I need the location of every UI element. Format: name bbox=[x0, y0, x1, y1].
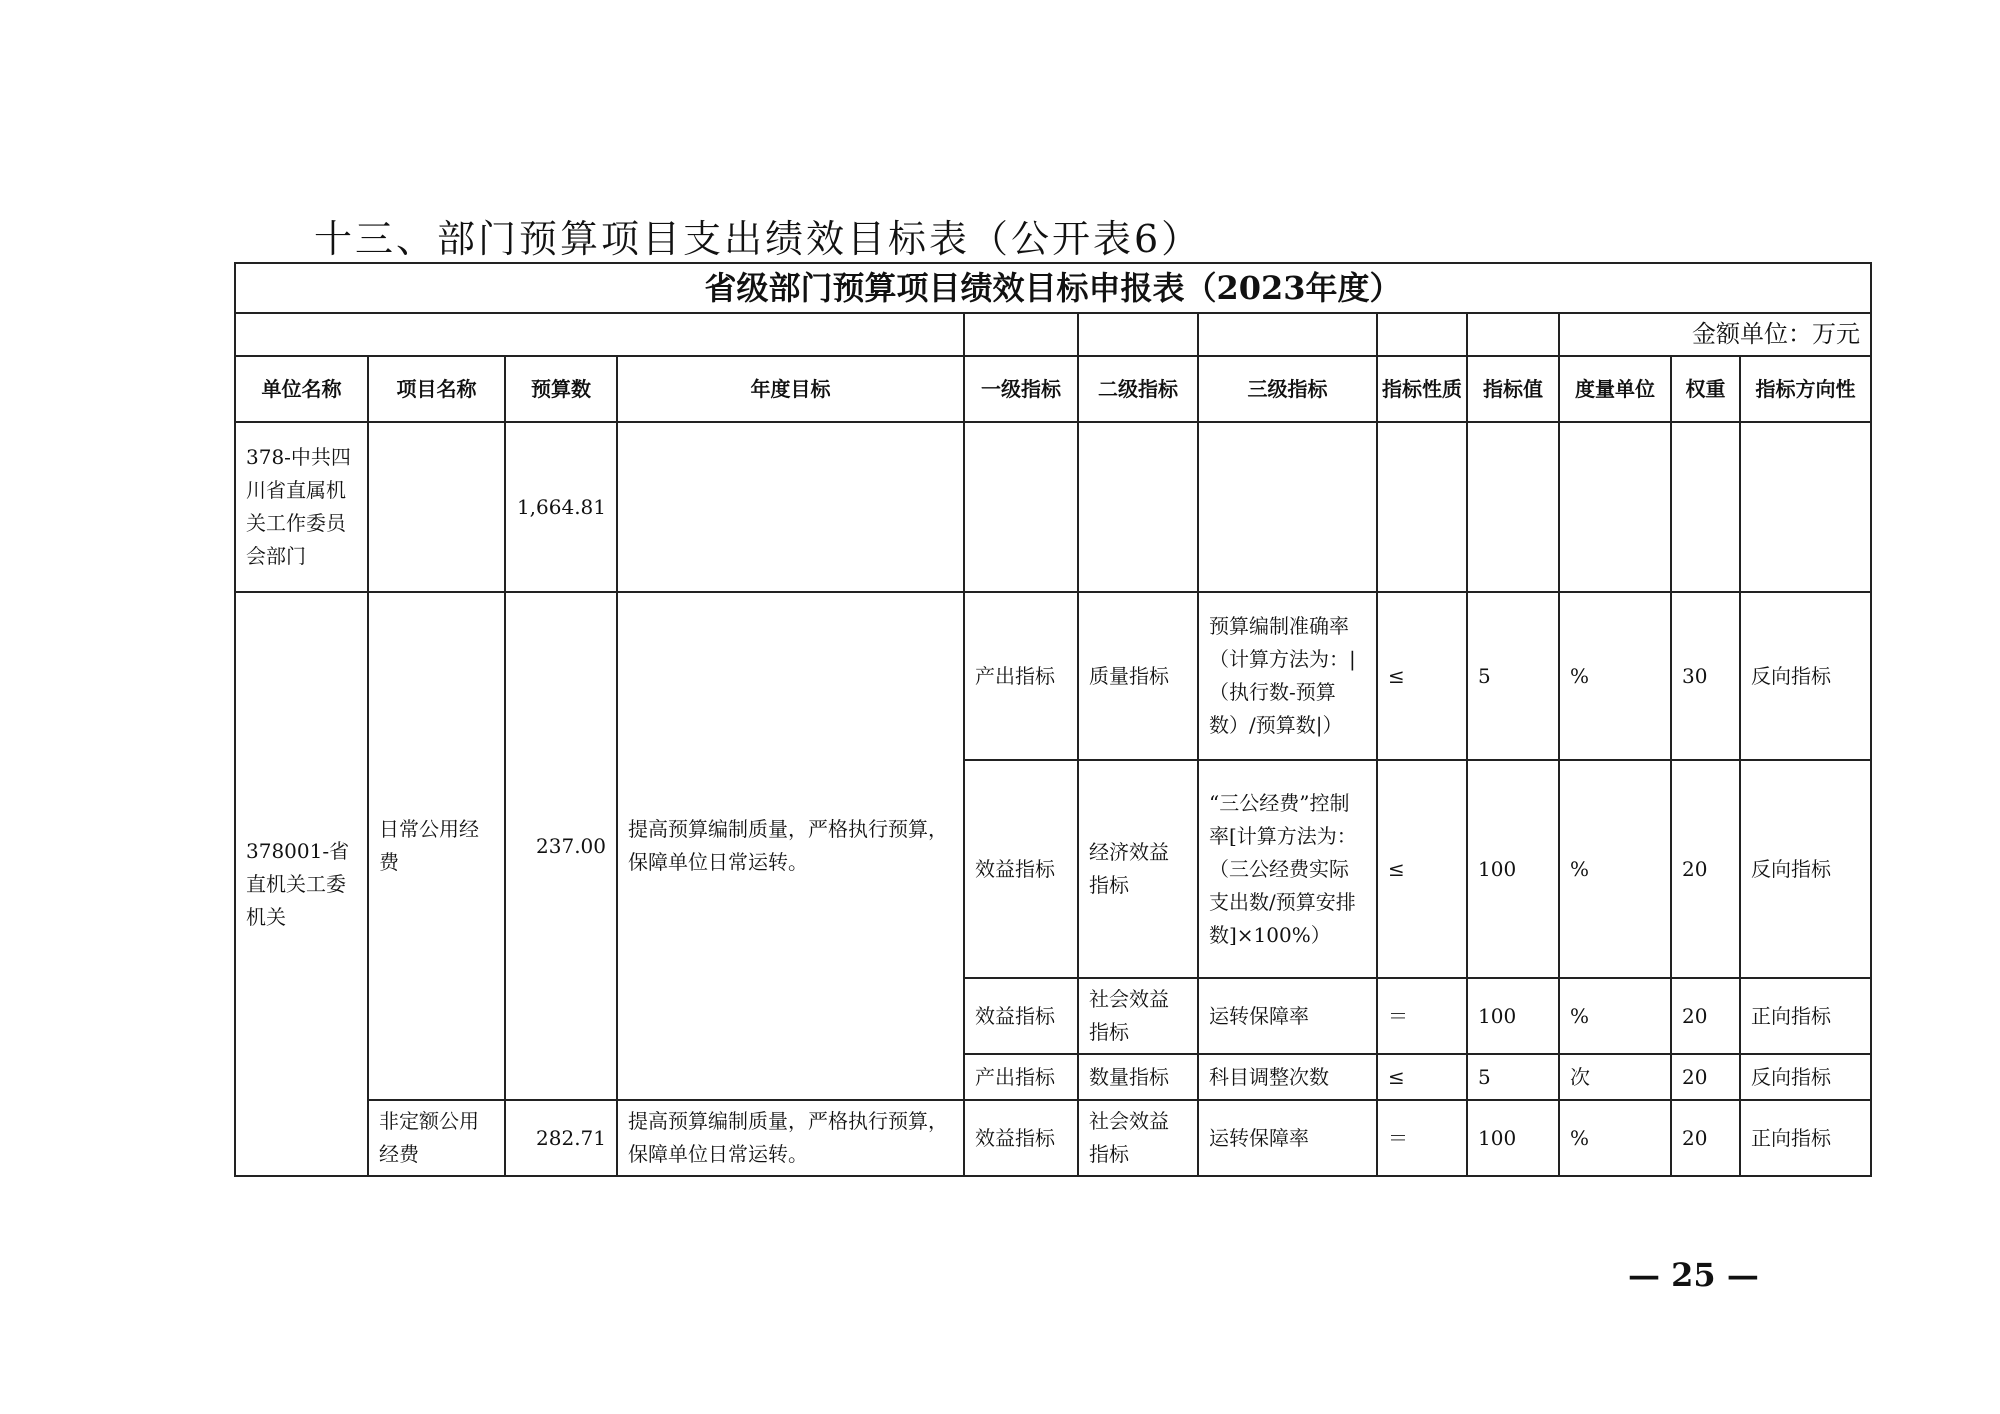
indicator-value: 100 bbox=[1467, 1100, 1559, 1176]
indicator-nature: ≤ bbox=[1377, 1054, 1467, 1100]
header-cell: 权重 bbox=[1671, 356, 1740, 422]
header-cell: 指标值 bbox=[1467, 356, 1559, 422]
indicator-value: 100 bbox=[1467, 760, 1559, 978]
weight: 20 bbox=[1671, 760, 1740, 978]
level2-indicator: 社会效益指标 bbox=[1078, 978, 1198, 1054]
blank-cell bbox=[1198, 313, 1377, 356]
header-cell: 单位名称 bbox=[235, 356, 368, 422]
blank-cell bbox=[1559, 422, 1671, 592]
header-cell: 指标性质 bbox=[1377, 356, 1467, 422]
project-name: 日常公用经费 bbox=[368, 592, 505, 1100]
indicator-value: 5 bbox=[1467, 1054, 1559, 1100]
indicator-nature: ≤ bbox=[1377, 592, 1467, 760]
project-budget: 237.00 bbox=[505, 592, 617, 1100]
project-goal: 提高预算编制质量，严格执行预算，保障单位日常运转。 bbox=[617, 592, 964, 1100]
indicator-value: 5 bbox=[1467, 592, 1559, 760]
weight: 20 bbox=[1671, 1100, 1740, 1176]
blank-cell bbox=[1377, 313, 1467, 356]
level3-indicator: 科目调整次数 bbox=[1198, 1054, 1377, 1100]
level3-indicator: 预算编制准确率（计算方法为：|（执行数-预算数）/预算数|） bbox=[1198, 592, 1377, 760]
blank-cell bbox=[1740, 422, 1871, 592]
table-row bbox=[235, 1100, 1871, 1176]
level2-indicator: 社会效益指标 bbox=[1078, 1100, 1198, 1176]
amount-unit: 金额单位：万元 bbox=[1559, 313, 1871, 356]
indicator-nature: ≤ bbox=[1377, 760, 1467, 978]
measure-unit: % bbox=[1559, 592, 1671, 760]
weight: 30 bbox=[1671, 592, 1740, 760]
table-row bbox=[235, 422, 1871, 592]
level3-indicator: 运转保障率 bbox=[1198, 978, 1377, 1054]
blank-cell bbox=[964, 313, 1078, 356]
table-title: 省级部门预算项目绩效目标申报表（2023年度） bbox=[235, 263, 1871, 313]
indicator-nature: ＝ bbox=[1377, 978, 1467, 1054]
project-goal: 提高预算编制质量，严格执行预算，保障单位日常运转。 bbox=[617, 1100, 964, 1176]
performance-target-table bbox=[234, 262, 1872, 1177]
dept-budget: 1,664.81 bbox=[505, 422, 617, 592]
unit-name: 378001-省直机关工委机关 bbox=[235, 592, 368, 1176]
measure-unit: % bbox=[1559, 760, 1671, 978]
header-cell: 二级指标 bbox=[1078, 356, 1198, 422]
measure-unit: 次 bbox=[1559, 1054, 1671, 1100]
level3-indicator: 运转保障率 bbox=[1198, 1100, 1377, 1176]
blank-cell bbox=[235, 313, 964, 356]
direction: 正向指标 bbox=[1740, 978, 1871, 1054]
header-cell: 预算数 bbox=[505, 356, 617, 422]
header-cell: 一级指标 bbox=[964, 356, 1078, 422]
measure-unit: % bbox=[1559, 1100, 1671, 1176]
weight: 20 bbox=[1671, 1054, 1740, 1100]
header-cell: 年度目标 bbox=[617, 356, 964, 422]
blank-cell bbox=[964, 422, 1078, 592]
blank-cell bbox=[617, 422, 964, 592]
direction: 反向指标 bbox=[1740, 592, 1871, 760]
blank-cell bbox=[368, 422, 505, 592]
blank-cell bbox=[1078, 313, 1198, 356]
project-name: 非定额公用经费 bbox=[368, 1100, 505, 1176]
level1-indicator: 效益指标 bbox=[964, 1100, 1078, 1176]
header-cell: 项目名称 bbox=[368, 356, 505, 422]
header-cell: 指标方向性 bbox=[1740, 356, 1871, 422]
header-cell: 三级指标 bbox=[1198, 356, 1377, 422]
page-number: — 25 — bbox=[1628, 1256, 1759, 1294]
level2-indicator: 经济效益指标 bbox=[1078, 760, 1198, 978]
level2-indicator: 数量指标 bbox=[1078, 1054, 1198, 1100]
level1-indicator: 效益指标 bbox=[964, 760, 1078, 978]
blank-cell bbox=[1467, 313, 1559, 356]
level3-indicator: “三公经费”控制率[计算方法为：（三公经费实际支出数/预算安排数]×100%） bbox=[1198, 760, 1377, 978]
level1-indicator: 效益指标 bbox=[964, 978, 1078, 1054]
level2-indicator: 质量指标 bbox=[1078, 592, 1198, 760]
direction: 正向指标 bbox=[1740, 1100, 1871, 1176]
blank-cell bbox=[1198, 422, 1377, 592]
blank-cell bbox=[1467, 422, 1559, 592]
direction: 反向指标 bbox=[1740, 760, 1871, 978]
indicator-nature: ＝ bbox=[1377, 1100, 1467, 1176]
project-budget: 282.71 bbox=[505, 1100, 617, 1176]
table-row bbox=[235, 592, 1871, 760]
level1-indicator: 产出指标 bbox=[964, 1054, 1078, 1100]
measure-unit: % bbox=[1559, 978, 1671, 1054]
blank-cell bbox=[1377, 422, 1467, 592]
weight: 20 bbox=[1671, 978, 1740, 1054]
blank-cell bbox=[1671, 422, 1740, 592]
direction: 反向指标 bbox=[1740, 1054, 1871, 1100]
page-heading: 十三、部门预算项目支出绩效目标表（公开表6） bbox=[314, 217, 1203, 261]
header-cell: 度量单位 bbox=[1559, 356, 1671, 422]
dept-unit-name: 378-中共四川省直属机关工作委员会部门 bbox=[235, 422, 368, 592]
level1-indicator: 产出指标 bbox=[964, 592, 1078, 760]
blank-cell bbox=[1078, 422, 1198, 592]
header-row bbox=[235, 356, 1871, 422]
indicator-value: 100 bbox=[1467, 978, 1559, 1054]
